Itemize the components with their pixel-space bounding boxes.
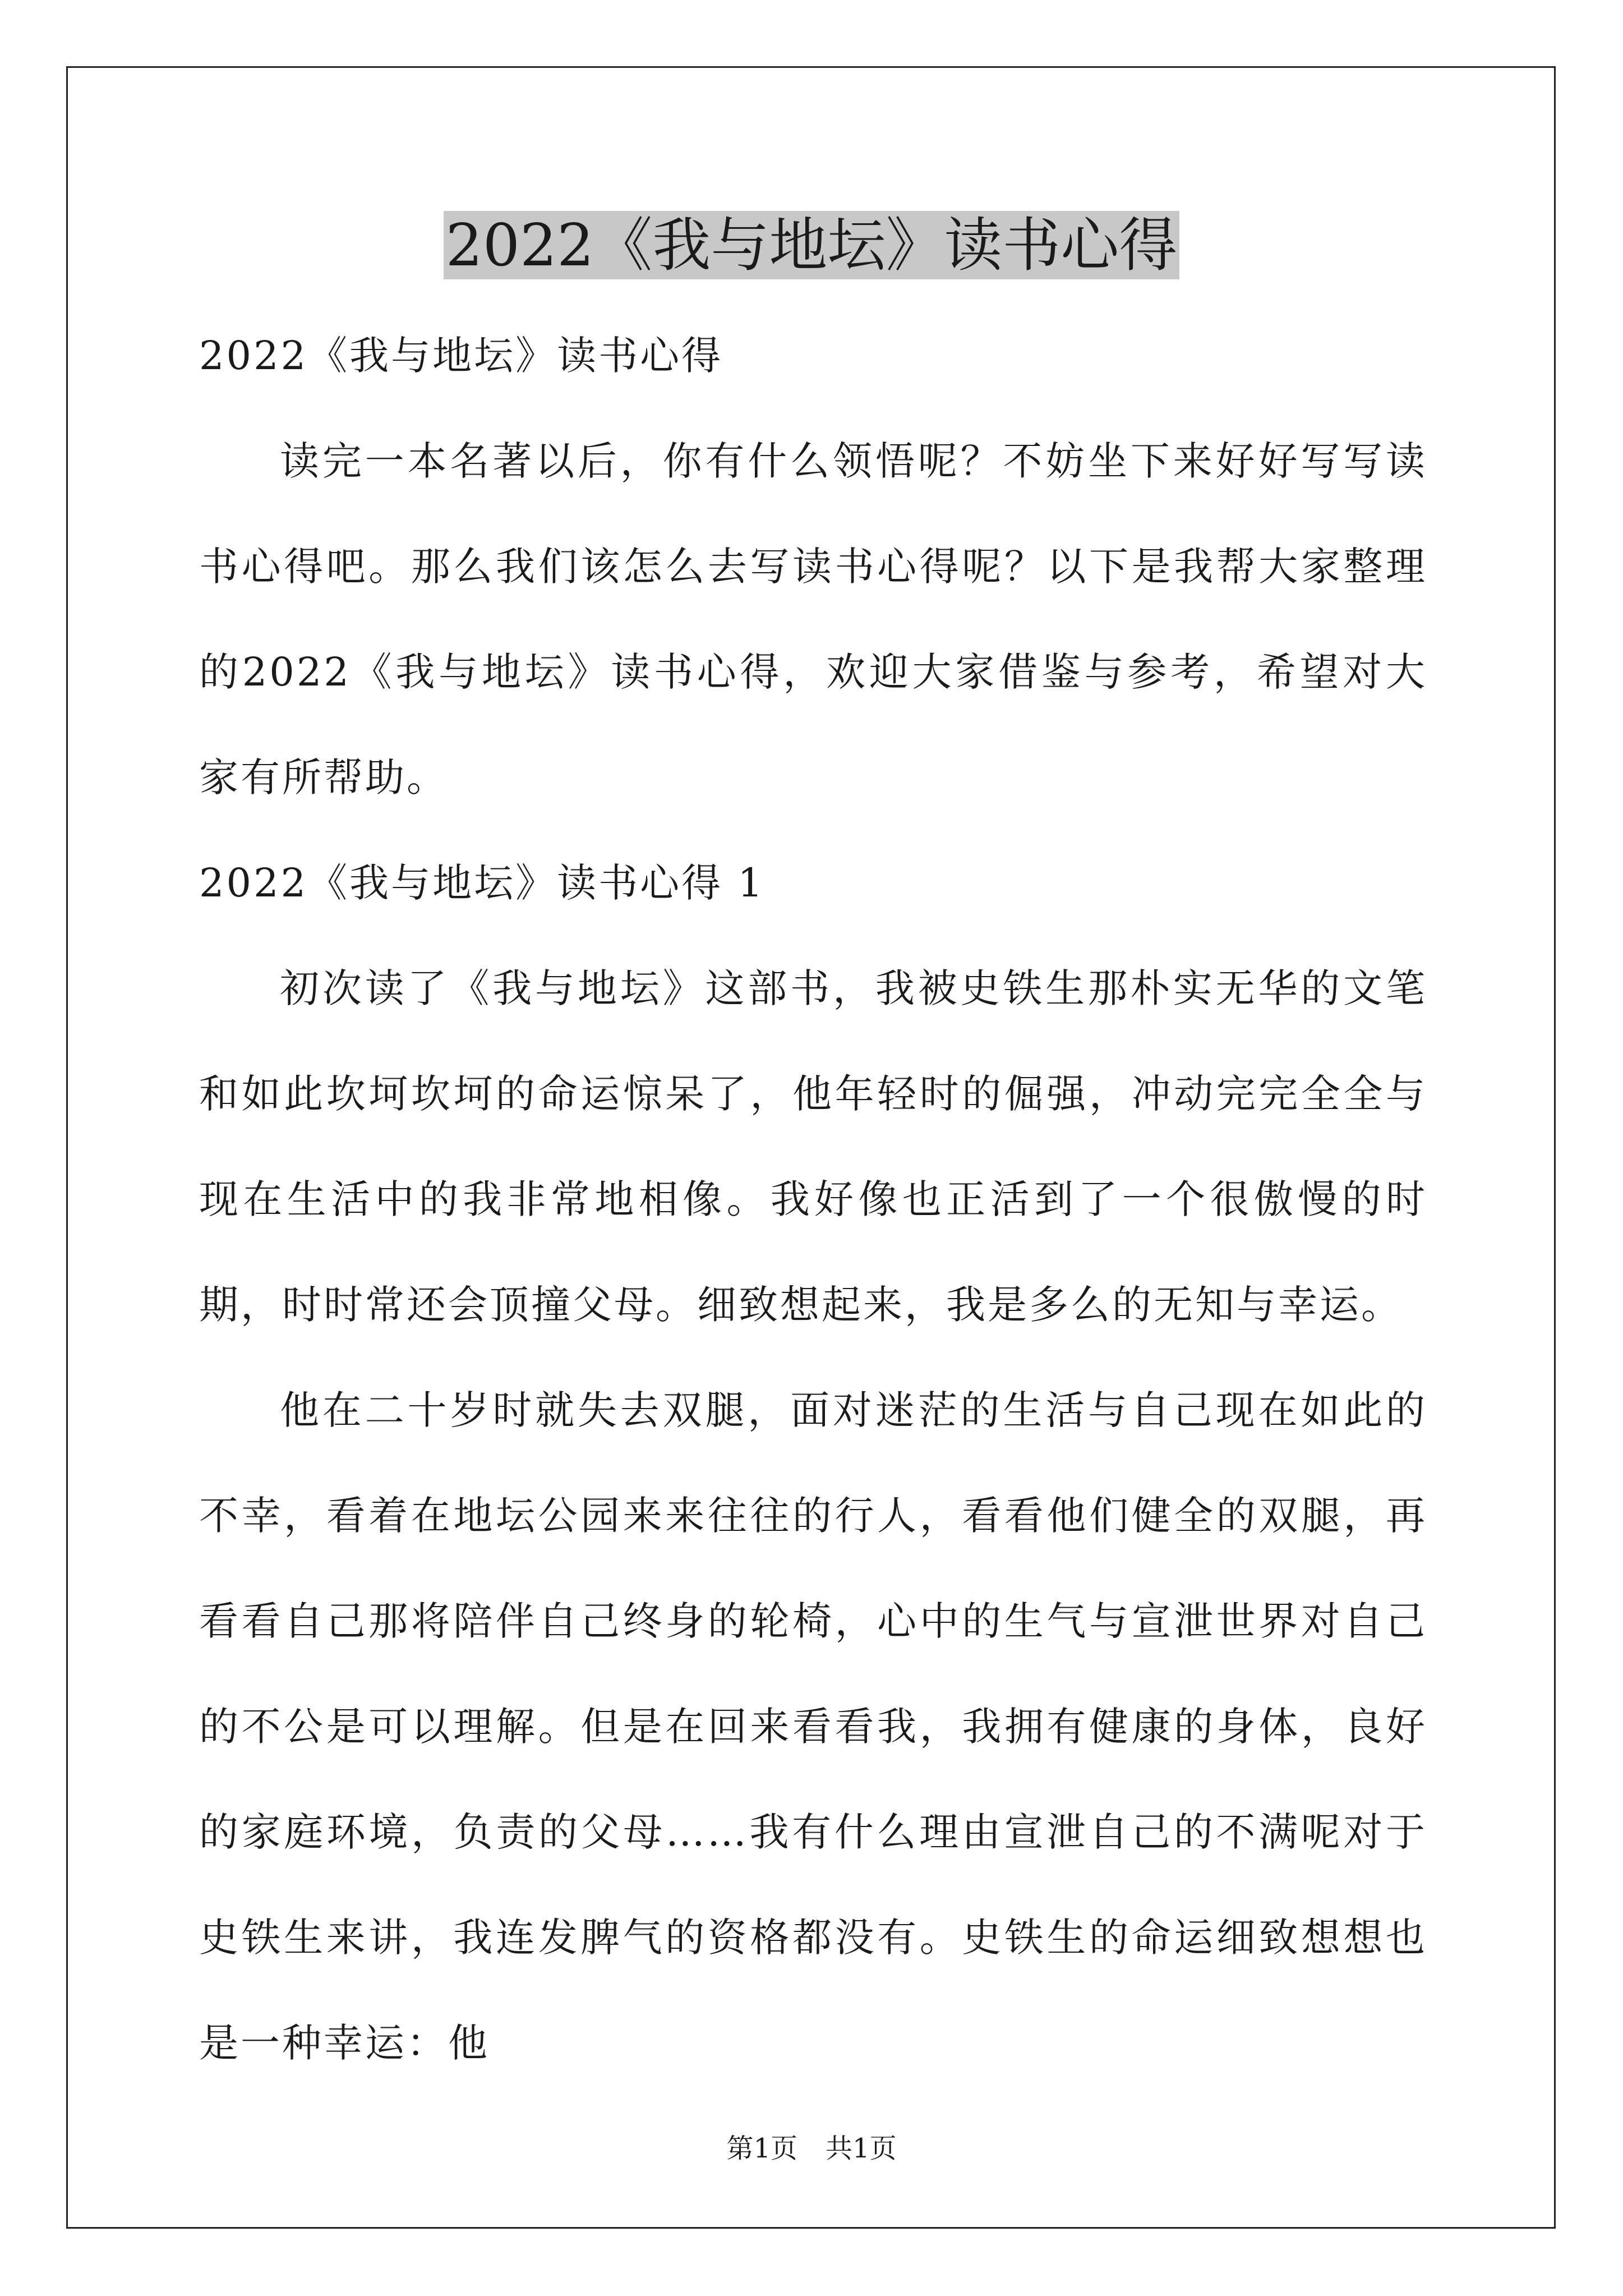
document-title (0, 209, 1623, 282)
page-footer (0, 2132, 1623, 2165)
document-title-text: 2022《我与地坛》读书心得 (444, 211, 1180, 279)
intro-paragraph: 读完一本名著以后，你有什么领悟呢？不妨坐下来好好写写读书心得吧。那么我们该怎么去写读书心得呢？以下是我帮大家整理的2022《我与地坛》读书心得，欢迎大家借鉴与参考，希望对大家有所帮助。 (199, 438, 1427, 800)
body-paragraph-2: 他在二十岁时就失去双腿，面对迷茫的生活与自己现在如此的不幸，看着在地坛公园来来往往的行人，看看他们健全的双腿，再看看自己那将陪伴自己终身的轮椅，心中的生气与宣泄世界对自己的不公是可以理解。但是在回来看看我，我拥有健康的身体，良好的家庭环境，负责的父母……我有什么理由宣泄自己的不满呢对于史铁生来讲，我连发脾气的资格都没有。史铁生的命运细致想想也是一种幸运：他 (199, 1387, 1427, 2066)
document-body (199, 303, 1427, 2096)
page-total: 共1页 (826, 2133, 897, 2164)
page-number: 第1页 (726, 2133, 797, 2164)
body-paragraph-1: 初次读了《我与地坛》这部书，我被史铁生那朴实无华的文笔和如此坎坷坎坷的命运惊呆了，他年轻时的倔强，冲动完完全全与现在生活中的我非常地相像。我好像也正活到了一个很傲慢的时期，时时常还会顶撞父母。细致想起来，我是多么的无知与幸运。 (199, 965, 1427, 1328)
section-heading: 2022《我与地坛》读书心得 1 (199, 860, 765, 906)
document-subtitle: 2022《我与地坛》读书心得 (199, 333, 723, 379)
